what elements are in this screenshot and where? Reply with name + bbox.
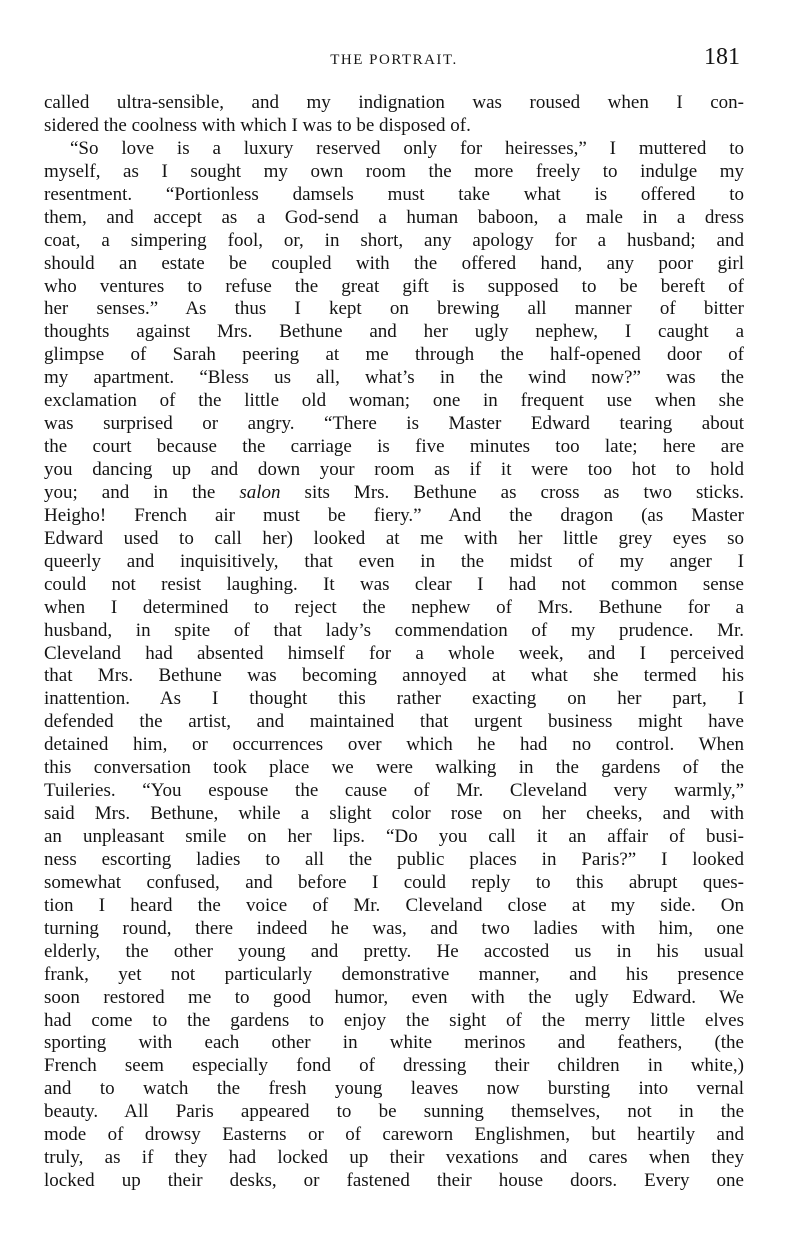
text-line: her senses.” As thus I kept on brewing all manner of bitter: [44, 298, 744, 320]
text-line: who ventures to refuse the great gift is supposed to be bereft of: [44, 275, 744, 297]
text-line: had come to the gardens to enjoy the sight of the merry little elves: [44, 1009, 744, 1031]
text-line: glimpse of Sarah peering at me through the half-opened door of: [44, 344, 744, 366]
text-line: ness escorting ladies to all the public places in Paris?” I looked: [44, 848, 744, 870]
text-line: you dancing up and down your room as if it were too hot to hold: [44, 459, 744, 480]
text-line: my apartment. “Bless us all, what’s in the wind now?” was the: [44, 367, 744, 389]
text-line: the court because the carriage is five minutes too late; here are: [44, 436, 744, 458]
running-title: THE PORTRAIT.: [330, 52, 458, 68]
text-line: French seem especially fond of dressing their children in white,): [44, 1055, 744, 1077]
text-line: somewhat confused, and before I could reply to this abrupt ques-: [44, 871, 744, 893]
text-line: “So love is a luxury reserved only for heiresses,” I muttered to: [70, 137, 744, 159]
text-line: defended the artist, and maintained that urgent business might have: [44, 711, 744, 733]
text-line: resentment. “Portionless damsels must take what is offered to: [44, 183, 744, 205]
page-header: [44, 44, 744, 76]
text-line: coat, a simpering fool, or, in short, any apology for a husband; and: [44, 229, 744, 251]
text-line: sidered the coolness with which I was to be disposed of.: [44, 114, 471, 136]
page-number: 181: [704, 44, 740, 70]
text-line: said Mrs. Bethune, while a slight color rose on her cheeks, and with: [44, 803, 744, 825]
text-line: husband, in spite of that lady’s commendation of my prudence. Mr.: [44, 619, 744, 641]
text-line: sporting with each other in white merinos and feathers, (the: [44, 1032, 744, 1054]
text-line: could not resist laughing. It was clear I had not common sense: [44, 573, 744, 595]
text-line: was surprised or angry. “There is Master Edward tearing about: [44, 413, 744, 435]
text-line: truly, as if they had locked up their vexations and cares when they: [44, 1147, 744, 1169]
text-line: called ultra-sensible, and my indignation was roused when I con-: [44, 92, 744, 113]
text-line: this conversation took place we were walking in the gardens of the: [44, 757, 744, 779]
text-line: Edward used to call her) looked at me with her little grey eyes so: [44, 527, 744, 549]
italic-word-salon: salon: [239, 481, 281, 503]
text-line: exclamation of the little old woman; one in frequent use when she: [44, 390, 744, 412]
text-line-with-italic: [44, 482, 744, 505]
text-line: myself, as I sought my own room the more freely to indulge my: [44, 160, 744, 182]
text-line: thoughts against Mrs. Bethune and her ugly nephew, I caught a: [44, 321, 744, 343]
text-line: inattention. As I thought this rather exacting on her part, I: [44, 688, 744, 710]
text-line: queerly and inquisitively, that even in the midst of my anger I: [44, 550, 744, 572]
text-line: Cleveland had absented himself for a whole week, and I perceived: [44, 642, 744, 664]
text-line: turning round, there indeed he was, and two ladies with him, one: [44, 917, 744, 939]
text-line: soon restored me to good humor, even with the ugly Edward. We: [44, 986, 744, 1008]
text-line: an unpleasant smile on her lips. “Do you call it an affair of busi-: [44, 826, 744, 847]
text-line: detained him, or occurrences over which he had no control. When: [44, 734, 744, 756]
text-line: tion I heard the voice of Mr. Cleveland close at my side. On: [44, 894, 744, 916]
text-line: frank, yet not particularly demonstrative manner, and his presence: [44, 963, 744, 985]
text-line: mode of drowsy Easterns or of careworn Englishmen, but heartily and: [44, 1124, 744, 1146]
text-line: locked up their desks, or fastened their house doors. Every one: [44, 1170, 744, 1192]
text-line: should an estate be coupled with the offered hand, any poor girl: [44, 252, 744, 274]
text-line: elderly, the other young and pretty. He accosted us in his usual: [44, 940, 744, 962]
text-line: Heigho! French air must be fiery.” And the dragon (as Master: [44, 504, 744, 526]
text-line: when I determined to reject the nephew of Mrs. Bethune for a: [44, 596, 744, 618]
text-line: them, and accept as a God-send a human baboon, a male in a dress: [44, 206, 744, 228]
text-line: Tuileries. “You espouse the cause of Mr. Cleveland very warmly,”: [44, 780, 744, 802]
text-fragment: you; and in the: [44, 481, 216, 503]
text-line: that Mrs. Bethune was becoming annoyed at what she termed his: [44, 665, 744, 687]
text-line: and to watch the fresh young leaves now bursting into vernal: [44, 1078, 744, 1100]
text-line: beauty. All Paris appeared to be sunning themselves, not in the: [44, 1101, 744, 1123]
text-fragment: sits Mrs. Bethune as cross as two sticks.: [304, 481, 744, 503]
body-text: [44, 92, 744, 1193]
